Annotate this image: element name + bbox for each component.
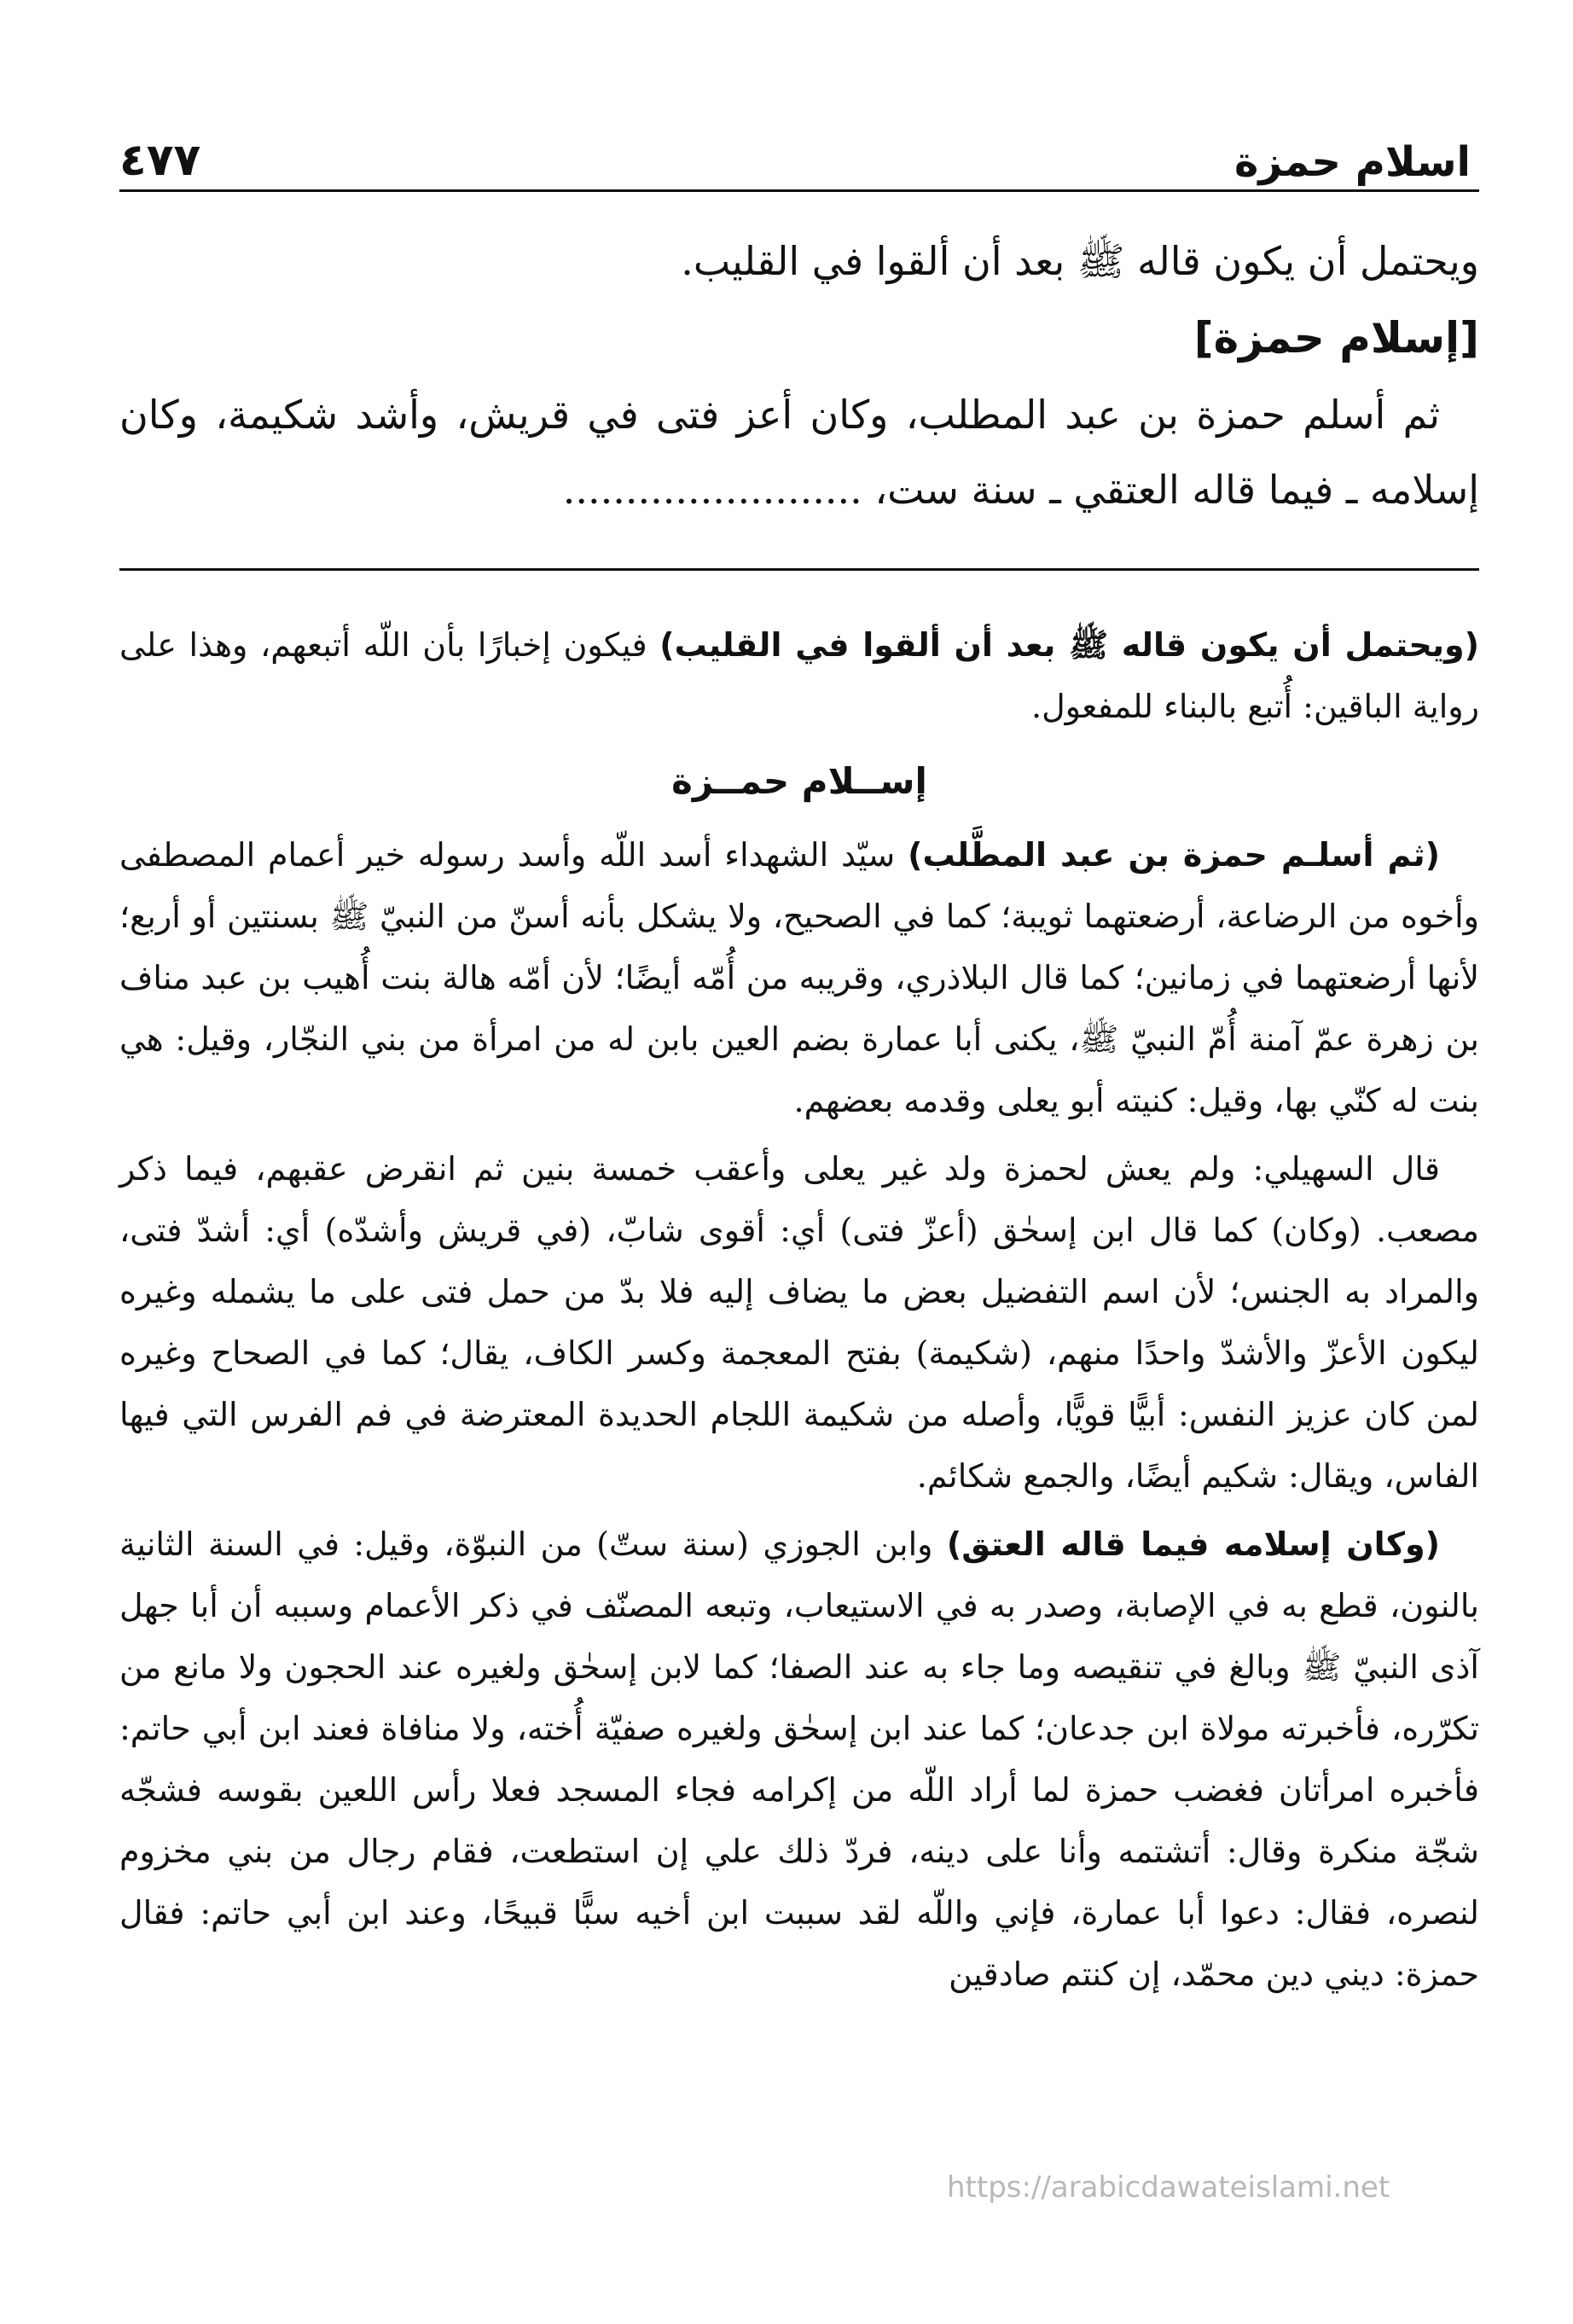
commentary-section-heading: إســلام حمــزة [671, 760, 927, 802]
footnote-separator-rule [119, 568, 1479, 571]
commentary-paragraph-1 [119, 614, 1479, 737]
main-text-paragraph: ثم أسلم حمزة بن عبد المطلب، وكان أعز فتى في قريش، وأشد شكيمة، وكان إسلامه ـ فيما قاله العتقي ـ سنة ست، ........................ [119, 392, 1479, 513]
quoted-phrase: (ويحتمل أن يكون قاله ﷺ بعد أن ألقوا في القليب) [659, 626, 1479, 664]
quoted-phrase: (ثم أسلـم حمزة بن عبد المطَّلب) [908, 836, 1440, 874]
commentary-text: سيّد الشهداء أسد اللّه وأسد رسوله خير أعمام المصطفى وأخوه من الرضاعة، أرضعتهما ثويبة؛ كما في الصحيح، ولا يشكل بأنه أسنّ من النبيّ ﷺ بسنتين أو أربع؛ لأنها أرضعتهما في زمانين؛ كما قال البلاذري، وقريبه من أُمّه أيضًا؛ لأن أمّه هالة بنت أُهيب بن عبد مناف بن زهرة عمّ آمنة أُمّ النبيّ ﷺ، يكنى أبا عمارة بضم العين بابن له من امرأة من بني النجّار، وقيل: هي بنت له كنّي بها، وقيل: كنيته أبو يعلى وقدمه بعضهم. [119, 836, 1479, 1119]
commentary-paragraph-4 [119, 1514, 1479, 2005]
quoted-phrase: (وكان إسلامه فيما قاله العتق) [946, 1525, 1440, 1563]
commentary [119, 614, 1479, 2012]
main-text-line: ويحتمل أن يكون قاله ﷺ بعد أن ألقوا في القليب. [681, 238, 1479, 284]
commentary-paragraph-2 [119, 824, 1479, 1131]
commentary-text: وابن الجوزي (سنة ستّ) من النبوّة، وقيل: في السنة الثانية بالنون، قطع به في الإصابة، وصدر به في الاستيعاب، وتبعه المصنّف في ذكر الأعمام وسببه أن أبا جهل آذى النبيّ ﷺ وبالغ في تنقيصه وما جاء به عند الصفا؛ كما لابن إسحٰق ولغيره عند الحجون ولا مانع من تكرّره، فأخبرته مولاة ابن جدعان؛ كما عند ابن إسحٰق ولغيره صفيّة أُخته، ولا منافاة فعند ابن أبي حاتم: فأخبره امرأتان فغضب حمزة لما أراد اللّه من إكرامه فجاء المسجد فعلا رأس اللعين بقوسه فشجّه شجّة منكرة وقال: أتشتمه وأنا على دينه، فردّ ذلك علي إن استطعت، فقام رجال من بني مخزوم لنصره، فقال: دعوا أبا عمارة، فإني واللّه لقد سببت ابن أخيه سبًّا قبيحًا، وعند ابن أبي حاتم: فقال حمزة: ديني دين محمّد، إن كنتم صادقين [119, 1525, 1479, 1993]
running-title: اسلام حمزة [1234, 138, 1471, 186]
main-text [119, 224, 1479, 527]
watermark-url: https://arabicdawateislami.net [947, 2170, 1390, 2205]
commentary-text: فيكون إخبارًا بأن اللّه أتبعهم، وهذا على رواية الباقين: أُتبع بالبناء للمفعول. [119, 626, 1479, 725]
page-header [119, 109, 1471, 186]
commentary-paragraph-3: قال السهيلي: ولم يعش لحمزة ولد غير يعلى وأعقب خمسة بنين ثم انقرض عقبهم، فيما ذكر مصعب. (وكان) كما قال ابن إسحٰق (أعزّ فتى) أي: أقوى شابّ، (في قريش وأشدّه) أي: أشدّ فتى، والمراد به الجنس؛ لأن اسم التفضيل بعض ما يضاف إليه فلا بدّ من حمل فتى على ما يشمله وغيره ليكون الأعزّ والأشدّ واحدًا منهم، (شكيمة) بفتح المعجمة وكسر الكاف، يقال؛ كما في الصحاح وغيره لمن كان عزيز النفس: أبيًّا قويًّا، وأصله من شكيمة اللجام الحديدة المعترضة في فم الفرس التي فيها الفاس، ويقال: شكيم أيضًا، والجمع شكائم. [119, 1150, 1479, 1495]
header-rule [119, 189, 1479, 192]
page-number: ٤٧٧ [119, 135, 201, 186]
main-section-heading: [إسلام حمزة] [1193, 313, 1479, 363]
